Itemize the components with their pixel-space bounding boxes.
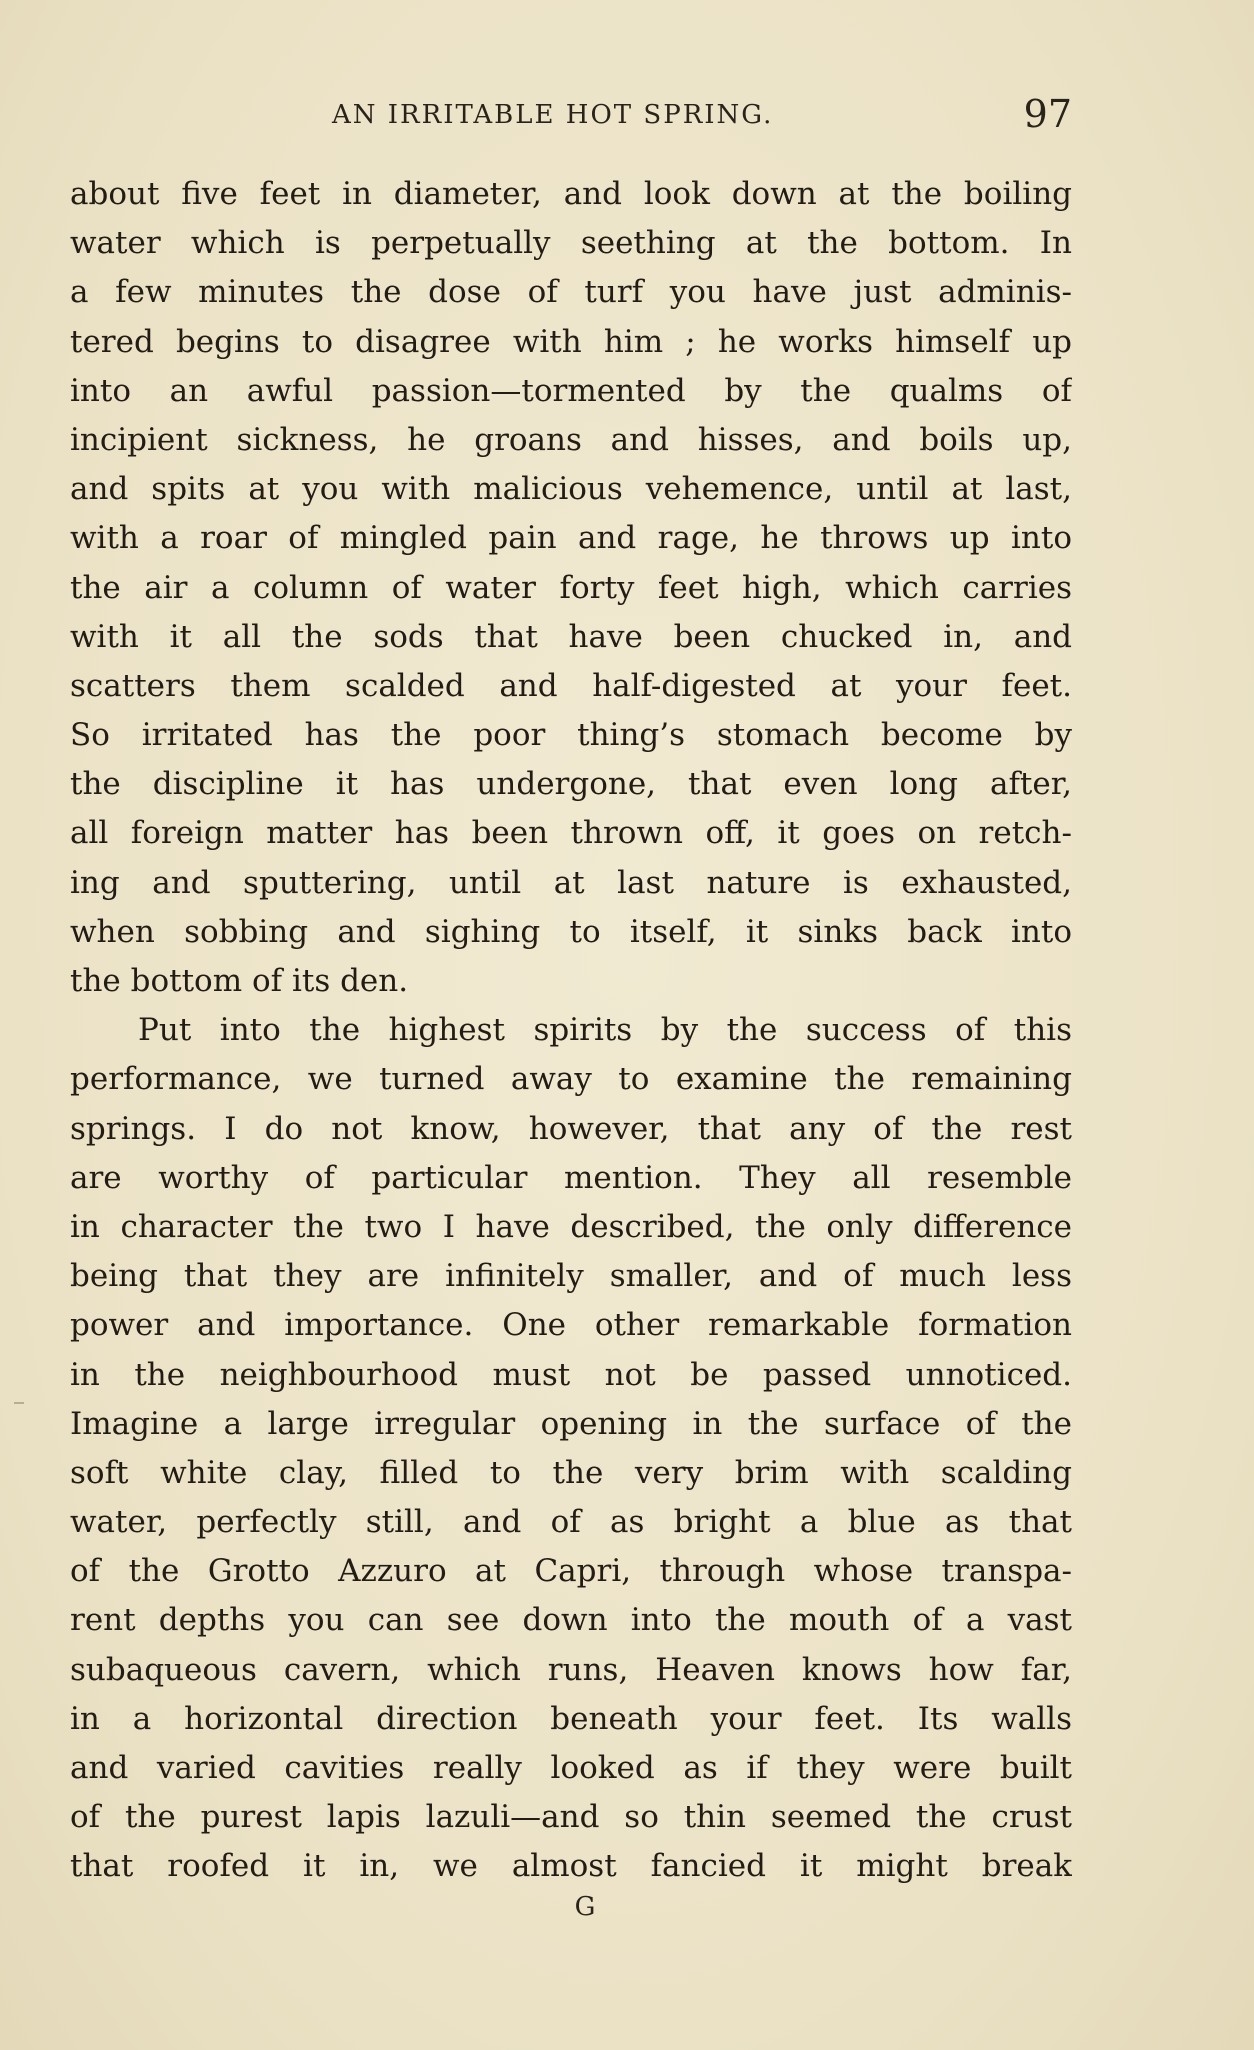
text-line: about five feet in diameter, and look down at the boiling: [70, 176, 1072, 212]
body-text: [70, 170, 1072, 1892]
paragraph: [70, 170, 1072, 1006]
text-line: So irritated has the poor thing’s stomach become by: [70, 717, 1072, 754]
margin-mark: [14, 1402, 24, 1404]
text-line: with a roar of mingled pain and rage, he throws up into: [70, 520, 1072, 557]
text-line: Imagine a large irregular opening in the surface of the: [70, 1405, 1072, 1442]
text-line: water, perfectly still, and of as bright a blue as that: [70, 1504, 1072, 1541]
text-line: springs. I do not know, however, that any of the rest: [70, 1110, 1072, 1147]
paragraph: [70, 1006, 1072, 1891]
text-line: soft white clay, filled to the very brim with scalding: [70, 1454, 1072, 1491]
text-line: tered begins to disagree with him ; he works himself up: [70, 323, 1072, 360]
text-line: rent depths you can see down into the mouth of a vast: [70, 1602, 1072, 1639]
text-line: and spits at you with malicious vehemence, until at last,: [70, 471, 1072, 508]
text-line: with it all the sods that have been chucked in, and: [70, 618, 1072, 655]
page-number: 97: [1023, 92, 1072, 136]
text-line: of the Grotto Azzuro at Capri, through whose transpa-: [70, 1553, 1072, 1590]
text-line: and varied cavities really looked as if they were built: [70, 1750, 1072, 1786]
text-line: when sobbing and sighing to itself, it sinks back into: [70, 913, 1072, 950]
text-line: water which is perpetually seething at the bottom. In: [70, 225, 1072, 262]
text-line: in the neighbourhood must not be passed unnoticed.: [70, 1356, 1072, 1393]
signature-mark: G: [574, 1892, 596, 1922]
text-line: scatters them scalded and half-digested at your feet.: [70, 667, 1072, 704]
text-line: the bottom of its den.: [70, 963, 409, 999]
text-line: subaqueous cavern, which runs, Heaven knows how far,: [70, 1651, 1072, 1688]
text-line: ing and sputtering, until at last nature is exhausted,: [70, 864, 1072, 901]
text-line: are worthy of particular mention. They all resemble: [70, 1159, 1072, 1196]
text-line: performance, we turned away to examine the remaining: [70, 1061, 1072, 1098]
text-line: that roofed it in, we almost fancied it might break: [70, 1848, 1072, 1885]
text-line: being that they are infinitely smaller, and of much less: [70, 1258, 1072, 1295]
text-line: all foreign matter has been thrown off, it goes on retch-: [70, 815, 1072, 852]
text-line: in character the two I have described, the only difference: [70, 1208, 1072, 1245]
text-line: into an awful passion—tormented by the qualms of: [70, 372, 1072, 409]
text-line: power and importance. One other remarkable formation: [70, 1307, 1072, 1344]
running-head: AN IRRITABLE HOT SPRING.: [332, 100, 774, 130]
text-line: the air a column of water forty feet high, which carries: [70, 569, 1072, 606]
text-line: a few minutes the dose of turf you have just adminis-: [70, 274, 1072, 311]
text-line: incipient sickness, he groans and hisses, and boils up,: [70, 421, 1072, 458]
text-line: the discipline it has undergone, that even long after,: [70, 766, 1072, 803]
text-line: Put into the highest spirits by the success of this: [138, 1012, 1072, 1049]
page-header: [70, 92, 1072, 140]
text-line: in a horizontal direction beneath your feet. Its walls: [70, 1700, 1072, 1737]
text-line: of the purest lapis lazuli—and so thin seemed the crust: [70, 1799, 1072, 1836]
